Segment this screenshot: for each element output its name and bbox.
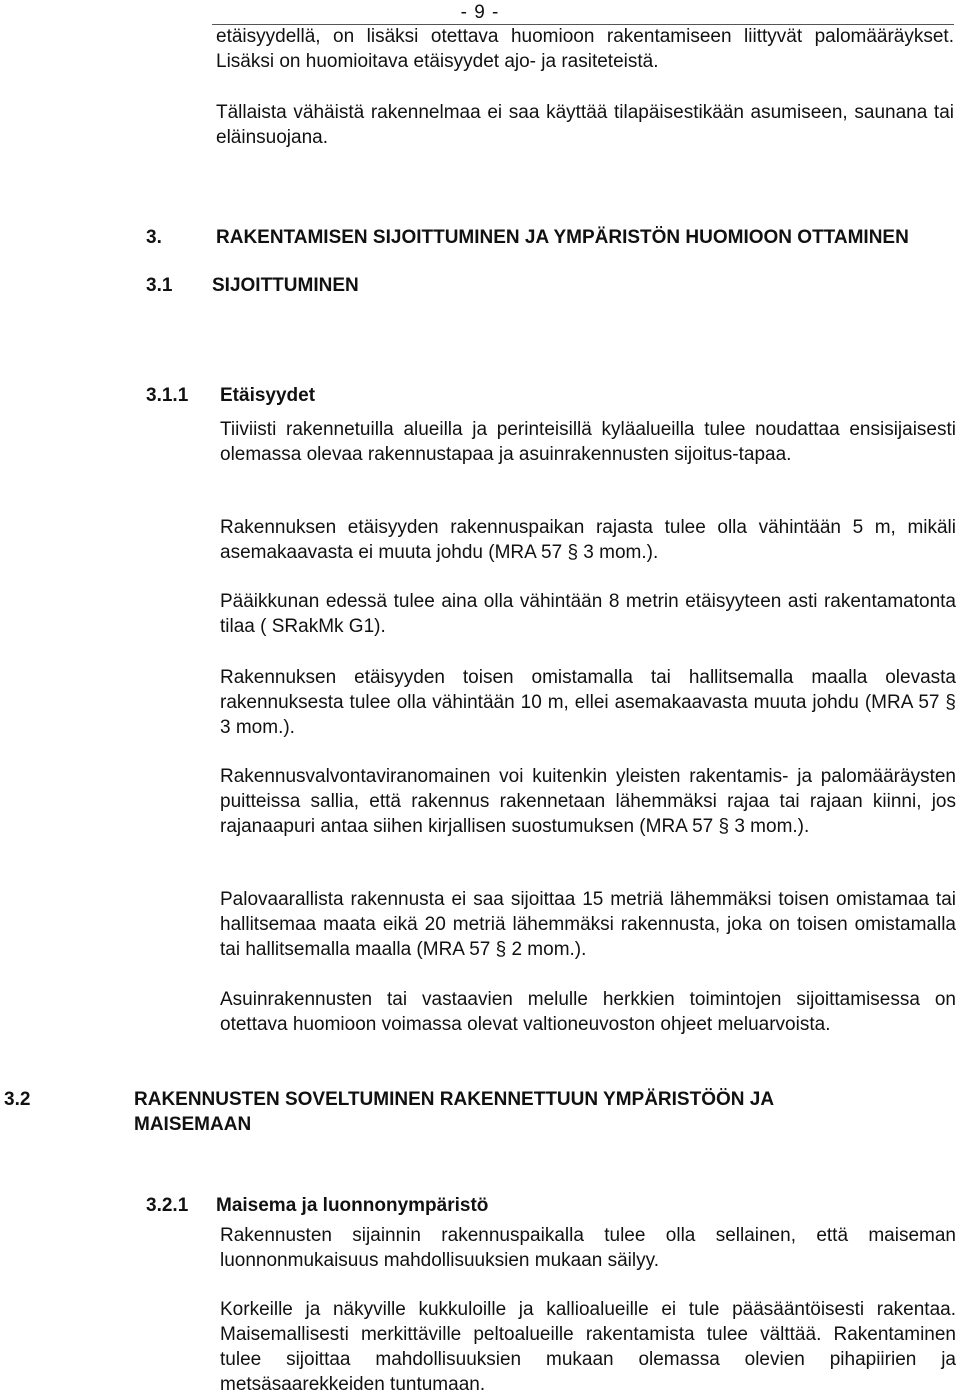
paragraph-text: etäisyydellä, on lisäksi otettava huomioon rakentamiseen liittyvät palomääräykset. Lisäksi on huomioitava etäisyydet ajo- ja rasiteteistä.	[216, 26, 954, 72]
section-3-1-1-heading	[146, 383, 746, 408]
paragraph-3-1-1-3	[220, 589, 956, 639]
paragraph-3-1-1-2	[220, 515, 956, 565]
paragraph-3-1-1-1	[220, 417, 956, 467]
page-number: - 9 -	[460, 2, 500, 23]
section-title: SIJOITTUMINEN	[212, 275, 359, 296]
paragraph-text: Rakennuksen etäisyyden rakennuspaikan rajasta tulee olla vähintään 5 m, mikäli asemakaavasta ei muuta johdu (MRA 57 § 3 mom.).	[220, 517, 956, 563]
paragraph-text: Tiiviisti rakennetuilla alueilla ja perinteisillä kyläalueilla tulee noudattaa ensisijaisesti olemassa olevaa rakennustapaa ja asuinrakennusten sijoitus-tapaa.	[220, 419, 956, 465]
paragraph-3-1-1-5	[220, 764, 956, 839]
section-title: RAKENNUSTEN SOVELTUMINEN RAKENNETTUUN YMPÄRISTÖÖN JA MAISEMAAN	[134, 1089, 774, 1135]
section-number: 3.2	[4, 1089, 31, 1110]
paragraph-3-1-1-6	[220, 887, 956, 962]
paragraph-text: Rakennusvalvontaviranomainen voi kuitenkin yleisten rakentamis- ja palomääräysten puitteissa sallia, että rakennus rakennetaan lähemmäksi rajaa tai rajaan kiinni, jos rajanaapuri antaa siihen kirjallisen suostumuksen (MRA 57 § 3 mom.).	[220, 766, 956, 837]
paragraph-3-2-1-1	[220, 1223, 956, 1273]
section-title: Maisema ja luonnonympäristö	[216, 1195, 489, 1216]
section-title: Etäisyydet	[220, 385, 316, 406]
section-3-1-heading	[146, 273, 746, 298]
paragraph-3-2-1-2	[220, 1297, 956, 1397]
section-number: 3.1	[146, 275, 173, 296]
section-number: 3.	[146, 227, 162, 248]
paragraph-3-1-1-4	[220, 665, 956, 740]
section-number: 3.2.1	[146, 1195, 189, 1216]
section-number: 3.1.1	[146, 385, 189, 406]
section-3-heading	[146, 225, 956, 250]
paragraph-text: Rakennuksen etäisyyden toisen omistamalla tai hallitsemalla maalla olevasta rakennuksesta tulee olla vähintään 10 m, ellei asemakaavasta muuta johdu (MRA 57 § 3 mom.).	[220, 667, 956, 738]
paragraph-text: Asuinrakennusten tai vastaavien melulle herkkien toimintojen sijoittamisessa on otettava huomioon voimassa olevat valtioneuvoston ohjeet meluarvoista.	[220, 989, 956, 1035]
paragraph-text: Korkeille ja näkyville kukkuloille ja kallioalueille ei tule pääsääntöisesti rakentaa. Maisemallisesti merkittäville peltoalueille rakentamista tulee välttää. Rakentaminen tulee sijoittaa mahdollisuuksien mukaan olemassa olevien pihapiirien ja metsäsaarekkeiden tuntumaan.	[220, 1299, 956, 1395]
paragraph-text: Palovaarallista rakennusta ei saa sijoittaa 15 metriä lähemmäksi toisen omistamaa tai hallitsemaa maata eikä 20 metriä lähemmäksi rakennusta, joka on toisen omistamalla tai hallitsemalla maalla (MRA 57 § 2 mom.).	[220, 889, 956, 960]
paragraph-3-1-1-7	[220, 987, 956, 1037]
paragraph-text: Pääikkunan edessä tulee aina olla vähintään 8 metrin etäisyyteen asti rakentamatonta tilaa ( SRakMk G1).	[220, 591, 956, 637]
intro-paragraph-2	[216, 100, 954, 150]
section-title: RAKENTAMISEN SIJOITTUMINEN JA YMPÄRISTÖN HUOMIOON OTTAMINEN	[216, 227, 909, 248]
section-3-2-heading	[4, 1087, 904, 1137]
paragraph-text: Rakennusten sijainnin rakennuspaikalla tulee olla sellainen, että maiseman luonnonmukaisuus mahdollisuuksien mukaan säilyy.	[220, 1225, 956, 1271]
intro-paragraph-1	[216, 24, 954, 74]
paragraph-text: Tällaista vähäistä rakennelmaa ei saa käyttää tilapäisestikään asumiseen, saunana tai eläinsuojana.	[216, 102, 954, 148]
section-3-2-1-heading	[146, 1193, 846, 1218]
